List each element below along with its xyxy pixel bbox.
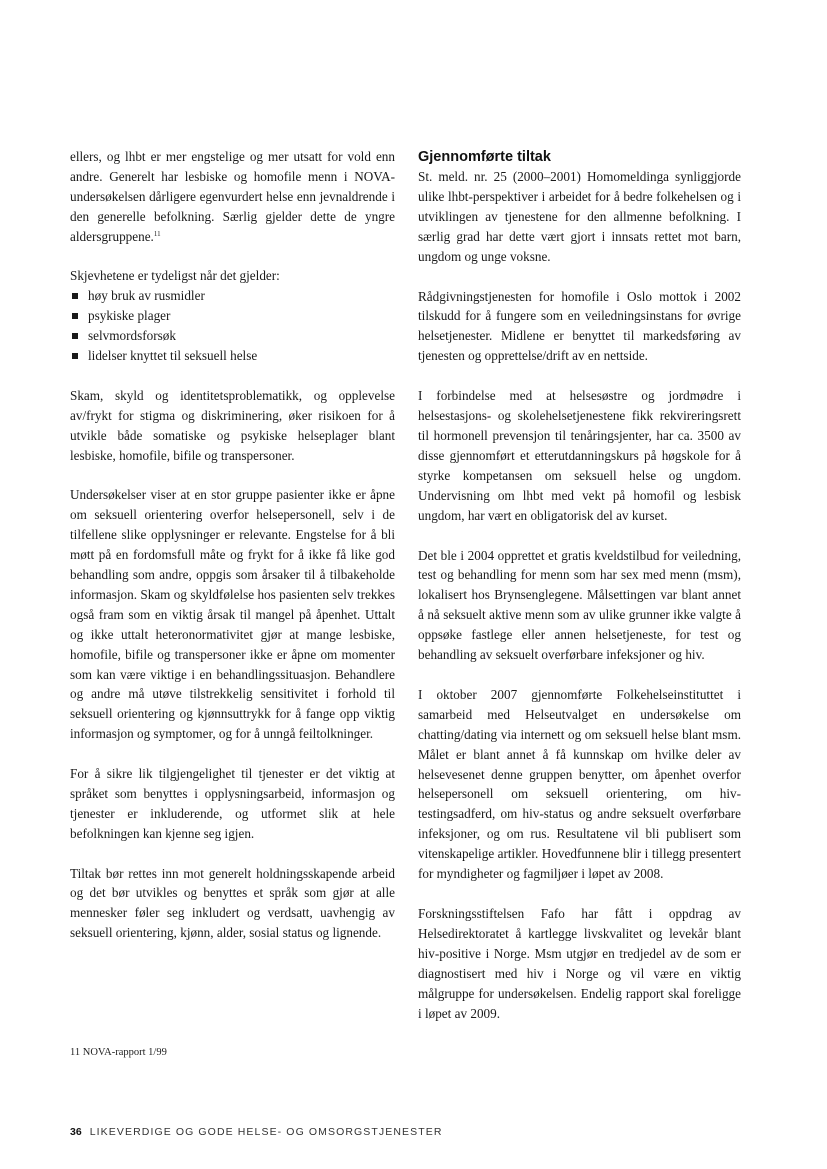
list-item: lidelser knyttet til seksuell helse: [70, 346, 395, 366]
square-bullet-icon: [72, 333, 78, 339]
page-number: 36: [70, 1126, 82, 1138]
paragraph-fafo: Forskningsstiftelsen Fafo har fått i oppdrag av Helsedirektoratet å kartlegge livskvalitet og levekår blant hiv-positive i Norge. Msm utgjør en tredjedel av de som er diagnostisert med hiv i Norge og vil være en viktig målgruppe for undersøkelsen. Endelig rapport skal foreligge i løpet av 2009.: [418, 906, 741, 1021]
paragraph-openness: Undersøkelser viser at en stor gruppe pasienter ikke er åpne om seksuell orientering overfor helsepersonell, selv i de tilfellene slike opplysninger er relevante. Engstelse for å bli møtt på en fordomsfull måte og frykt for å ikke få like god behandling som andre, oppgis som årsaker til å tilbakeholde informasjon. Skam og skyldfølelse hos pasienten selv trekkes også fram som en viktig årsak til mangel på åpenhet. Uttalt og ikke uttalt heteronormativitet gjør at mange lesbiske, homofile, bifile og transpersoner ikke er åpne om momenter som kan være viktige i en behandlingssituasjon. Behandlere og andre må utøve tilstrekkelig sensitivitet i forhold til seksuell orientering og kjønnsuttrykk for å fange opp viktig informasjon og symptomer, og for å unngå feiltolkninger.: [70, 487, 395, 742]
paragraph-stigma: Skam, skyld og identitetsproblematikk, og opplevelse av/frykt for stigma og diskriminering, øker risikoen for å utvikle både somatiske og psykiske helseplager blant lesbiske, homofile, bifile og transpersoner.: [70, 387, 395, 463]
list-intro: Skjevhetene er tydeligst når det gjelder:: [70, 268, 280, 284]
paragraph-helsesostre: I forbindelse med at helsesøstre og jordmødre i helsestasjons- og skolehelsetjenestene fikk rekvireringsrett til hormonell prevensjon til tenåringsjenter, har ca. 3500 av disse gjennomført et etterutdanningskurs på høgskole for å styrke kompetansen om seksuell helse og ungdom. Undervisning om lhbt med vekt på homofil og lesbisk ungdom, har vært en obligatorisk del av kurset.: [418, 388, 741, 523]
square-bullet-icon: [72, 293, 78, 299]
paragraph-radgivning: Rådgivningstjenesten for homofile i Oslo mottok i 2002 tilskudd for å fungere som en veiledningsinstans for øvrige helsetjenester. Midlene er benyttet til markedsføring av tjenesten og opprettelse/drift av en nettside.: [418, 288, 741, 364]
section-heading: Gjennomførte tiltak: [418, 149, 551, 165]
square-bullet-icon: [72, 353, 78, 359]
left-column: [70, 147, 395, 963]
paragraph-homomeldinga: St. meld. nr. 25 (2000–2001) Homomeldinga synliggjorde ulike lhbt-perspektiver i arbeidet for å bedre folkehelsen og i utviklingen av tjenestene for den allmenne befolkning. I særlig grad har dette vært gjort i innsats rettet mot barn, ungdom og unge voksne.: [418, 169, 741, 264]
paragraph-intro: ellers, og lhbt er mer engstelige og mer utsatt for vold enn andre. Generelt har lesbiske og homofile menn i NOVA- undersøkelsen dårligere egenvurdert helse enn jevnaldrende i den generelle befolkning. Særlig gjelder dette de yngre aldersgruppene.$^{11}$: [70, 149, 395, 244]
footnote: [70, 1046, 167, 1060]
paragraph-kveldstilbud: Det ble i 2004 opprettet et gratis kveldstilbud for veiledning, test og behandling for menn som har sex med menn (msm), lokalisert hos Brynsenglegene. Målsettingen var blant annet å nå seksuelt aktive menn som av ulike grunner ikke valgte å oppsøke fastlege eller annen helsetjeneste, for test og behandling av seksuelt overførbare infeksjoner og hiv.: [418, 547, 741, 663]
footnote-text: NOVA-rapport 1/99: [82, 1047, 167, 1058]
footnote-reference[interactable]: 11: [153, 229, 161, 238]
running-title: LIKEVERDIGE OG GODE HELSE- OG OMSORGSTJENESTER: [89, 1126, 443, 1138]
paragraph-language: For å sikre lik tilgjengelighet til tjenester er det viktig at språket som benyttes i opplysningsarbeid, informasjon og tjenester er inkluderende, og utformet slik at hele befolkningen kan kjenne seg igjen.: [70, 766, 395, 841]
list-item: høy bruk av rusmidler: [70, 286, 395, 306]
paragraph-folkehelseinstituttet: I oktober 2007 gjennomførte Folkehelseinstituttet i samarbeid med Helseutvalget en undersøkelse om chatting/dating via internett og om seksuell helse blant msm. Målet er blant annet å få kunnskap om hvilke deler av helsevesenet denne gruppen benytter, om åpenhet overfor helsepersonell om seksuell orientering, om hiv-testingsadferd, om hiv-status og andre seksuelt overførbare infeksjoner, og om rus. Resultatene vil bli publisert som vitenskapelige artikler. Hovedfunnene blir i tillegg presentert for myndigheter og fagmiljøer i løpet av 2008.: [418, 686, 741, 882]
footnote-number: 11: [70, 1047, 81, 1058]
list-item: psykiske plager: [70, 306, 395, 326]
bullet-list: [70, 286, 395, 366]
paragraph-measures: Tiltak bør rettes inn mot generelt holdningsskapende arbeid og det bør utvikles og benyttes et språk som gjør at alle mennesker føler seg inkludert og verdsatt, uavhengig av seksuell orientering, kjønn, alder, sosial status og lignende.: [70, 865, 395, 941]
page-footer: [70, 1126, 443, 1138]
square-bullet-icon: [72, 313, 78, 319]
right-column: [418, 147, 741, 1043]
list-item: selvmordsforsøk: [70, 326, 395, 346]
